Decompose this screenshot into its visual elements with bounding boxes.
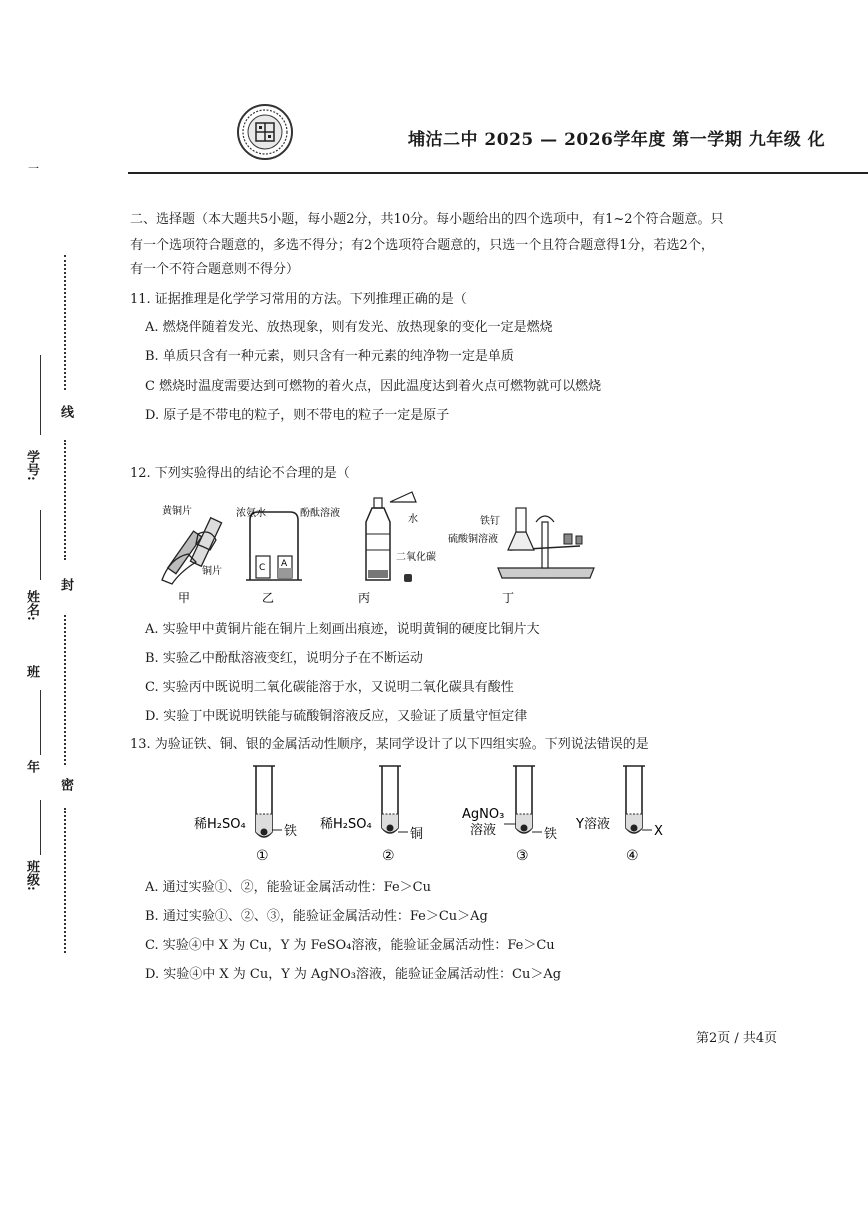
binding-margin bbox=[0, 0, 90, 1228]
q12-option-c: C. 实验丙中既说明二氧化碳能溶于水，又说明二氧化碳具有酸性 bbox=[145, 680, 514, 695]
figure-yi-label: 乙 bbox=[262, 591, 275, 605]
line-char: 线 bbox=[58, 405, 73, 418]
class-blank bbox=[40, 800, 41, 855]
experiment-ding-illustration bbox=[498, 508, 594, 578]
student-no-label: 学号: bbox=[24, 450, 39, 481]
experiment-yi-illustration bbox=[246, 512, 302, 580]
tube2-reagent: 稀H₂SO₄ bbox=[320, 817, 372, 832]
dense-char: 密 bbox=[58, 778, 73, 791]
corner-mark: 一 bbox=[28, 162, 39, 175]
q11-option-a: A. 燃烧伴随着发光、放热现象，则有发光、放热现象的变化一定是燃烧 bbox=[145, 320, 553, 335]
q12-option-d: D. 实验丁中既说明铁能与硫酸铜溶液反应，又验证了质量守恒定律 bbox=[145, 709, 528, 724]
student-no-blank bbox=[40, 355, 41, 435]
nail-label: 铁钉 bbox=[480, 516, 500, 527]
test-tube-3 bbox=[504, 766, 542, 833]
grade-blank bbox=[40, 690, 41, 755]
beaker-a-label: A bbox=[281, 559, 288, 569]
tube3-reagent-top: AgNO₃ bbox=[462, 807, 505, 822]
experiment-bing-illustration bbox=[366, 492, 416, 582]
question-12-stem: 12. 下列实验得出的结论不合理的是（ bbox=[130, 466, 350, 481]
cuso4-label: 硫酸铜溶液 bbox=[448, 534, 498, 545]
co2-label: 二氧化碳 bbox=[396, 552, 436, 563]
q12-experiment-figure bbox=[150, 488, 610, 608]
page-number: 第2页 / 共4页 bbox=[696, 1031, 778, 1046]
tube2-metal: 铜 bbox=[410, 827, 424, 842]
copper-label: 铜片 bbox=[202, 566, 222, 577]
dotted-cut-line bbox=[64, 808, 66, 953]
figure-jia-label: 甲 bbox=[178, 591, 191, 605]
q13-option-b: B. 通过实验①、②、③，能验证金属活动性：Fe＞Cu＞Ag bbox=[145, 909, 488, 924]
question-13-stem: 13. 为验证铁、铜、银的金属活动性顺序，某同学设计了以下四组实验。下列说法错误的是 bbox=[130, 737, 649, 752]
section-intro-line: 有一个选项符合题意的，多选不得分；有2个选项符合题意的，只选一个且符合题意得1分，若选2个， bbox=[130, 238, 714, 253]
tube1-metal: 铁 bbox=[284, 824, 298, 839]
tube1-reagent: 稀H₂SO₄ bbox=[194, 817, 246, 832]
exam-title: 埔沽二中 2025 — 2026学年度 第一学期 九年级 化 bbox=[408, 130, 826, 150]
tube2-number: ② bbox=[382, 848, 395, 864]
figure-bing-label: 丙 bbox=[358, 591, 371, 605]
name-label: 姓名: bbox=[24, 590, 39, 621]
ammonia-label: 浓氨水 bbox=[236, 508, 266, 519]
test-tube-4 bbox=[623, 766, 652, 833]
class-label: 班级: bbox=[24, 860, 39, 891]
q11-option-c: C 燃烧时温度需要达到可燃物的着火点，因此温度达到着火点可燃物就可以燃烧 bbox=[145, 379, 602, 394]
grade-char: 年 bbox=[24, 760, 39, 773]
tube4-number: ④ bbox=[626, 848, 639, 864]
section-intro-line: 有一个不符合题意则不得分） bbox=[130, 262, 300, 277]
dotted-cut-line bbox=[64, 615, 66, 765]
q13-option-a: A. 通过实验①、②，能验证金属活动性：Fe＞Cu bbox=[145, 880, 431, 895]
q12-option-b: B. 实验乙中酚酞溶液变红，说明分子在不断运动 bbox=[145, 651, 423, 666]
tube4-reagent: Y溶液 bbox=[576, 817, 610, 832]
test-tube-2 bbox=[379, 766, 408, 833]
q13-option-d: D. 实验④中 X 为 Cu，Y 为 AgNO₃溶液，能验证金属活动性：Cu＞Ag bbox=[145, 967, 562, 982]
school-seal-logo bbox=[236, 103, 294, 161]
q13-option-c: C. 实验④中 X 为 Cu，Y 为 FeSO₄溶液，能验证金属活动性：Fe＞Cu bbox=[145, 938, 555, 953]
phenol-label: 酚酞溶液 bbox=[300, 508, 340, 519]
figure-ding-label: 丁 bbox=[502, 591, 515, 605]
tube3-metal: 铁 bbox=[544, 827, 558, 842]
tube3-number: ③ bbox=[516, 848, 529, 864]
beaker-c-label: C bbox=[259, 563, 266, 573]
test-tube-1 bbox=[253, 766, 282, 837]
brass-label: 黄铜片 bbox=[162, 506, 192, 517]
dotted-cut-line bbox=[64, 440, 66, 560]
dotted-cut-line bbox=[64, 255, 66, 390]
q11-option-d: D. 原子是不带电的粒子，则不带电的粒子一定是原子 bbox=[145, 408, 450, 423]
tube4-metal: X bbox=[654, 824, 663, 839]
name-blank bbox=[40, 510, 41, 580]
question-11-stem: 11. 证据推理是化学学习常用的方法。下列推理正确的是（ bbox=[130, 292, 467, 307]
class-char: 班 bbox=[24, 665, 39, 678]
water-label: 水 bbox=[408, 514, 418, 525]
tube3-reagent-bottom: 溶液 bbox=[470, 823, 497, 838]
tube1-number: ① bbox=[256, 848, 269, 864]
seal-char: 封 bbox=[58, 578, 73, 591]
q12-option-a: A. 实验甲中黄铜片能在铜片上刻画出痕迹，说明黄铜的硬度比铜片大 bbox=[145, 622, 540, 637]
q11-option-b: B. 单质只含有一种元素，则只含有一种元素的纯净物一定是单质 bbox=[145, 349, 514, 364]
q13-test-tube-figure bbox=[180, 762, 680, 870]
header-divider bbox=[128, 172, 868, 174]
section-intro-line: 二、选择题（本大题共5小题，每小题2分，共10分。每小题给出的四个选项中，有1~2个符合题意。只 bbox=[130, 212, 724, 227]
